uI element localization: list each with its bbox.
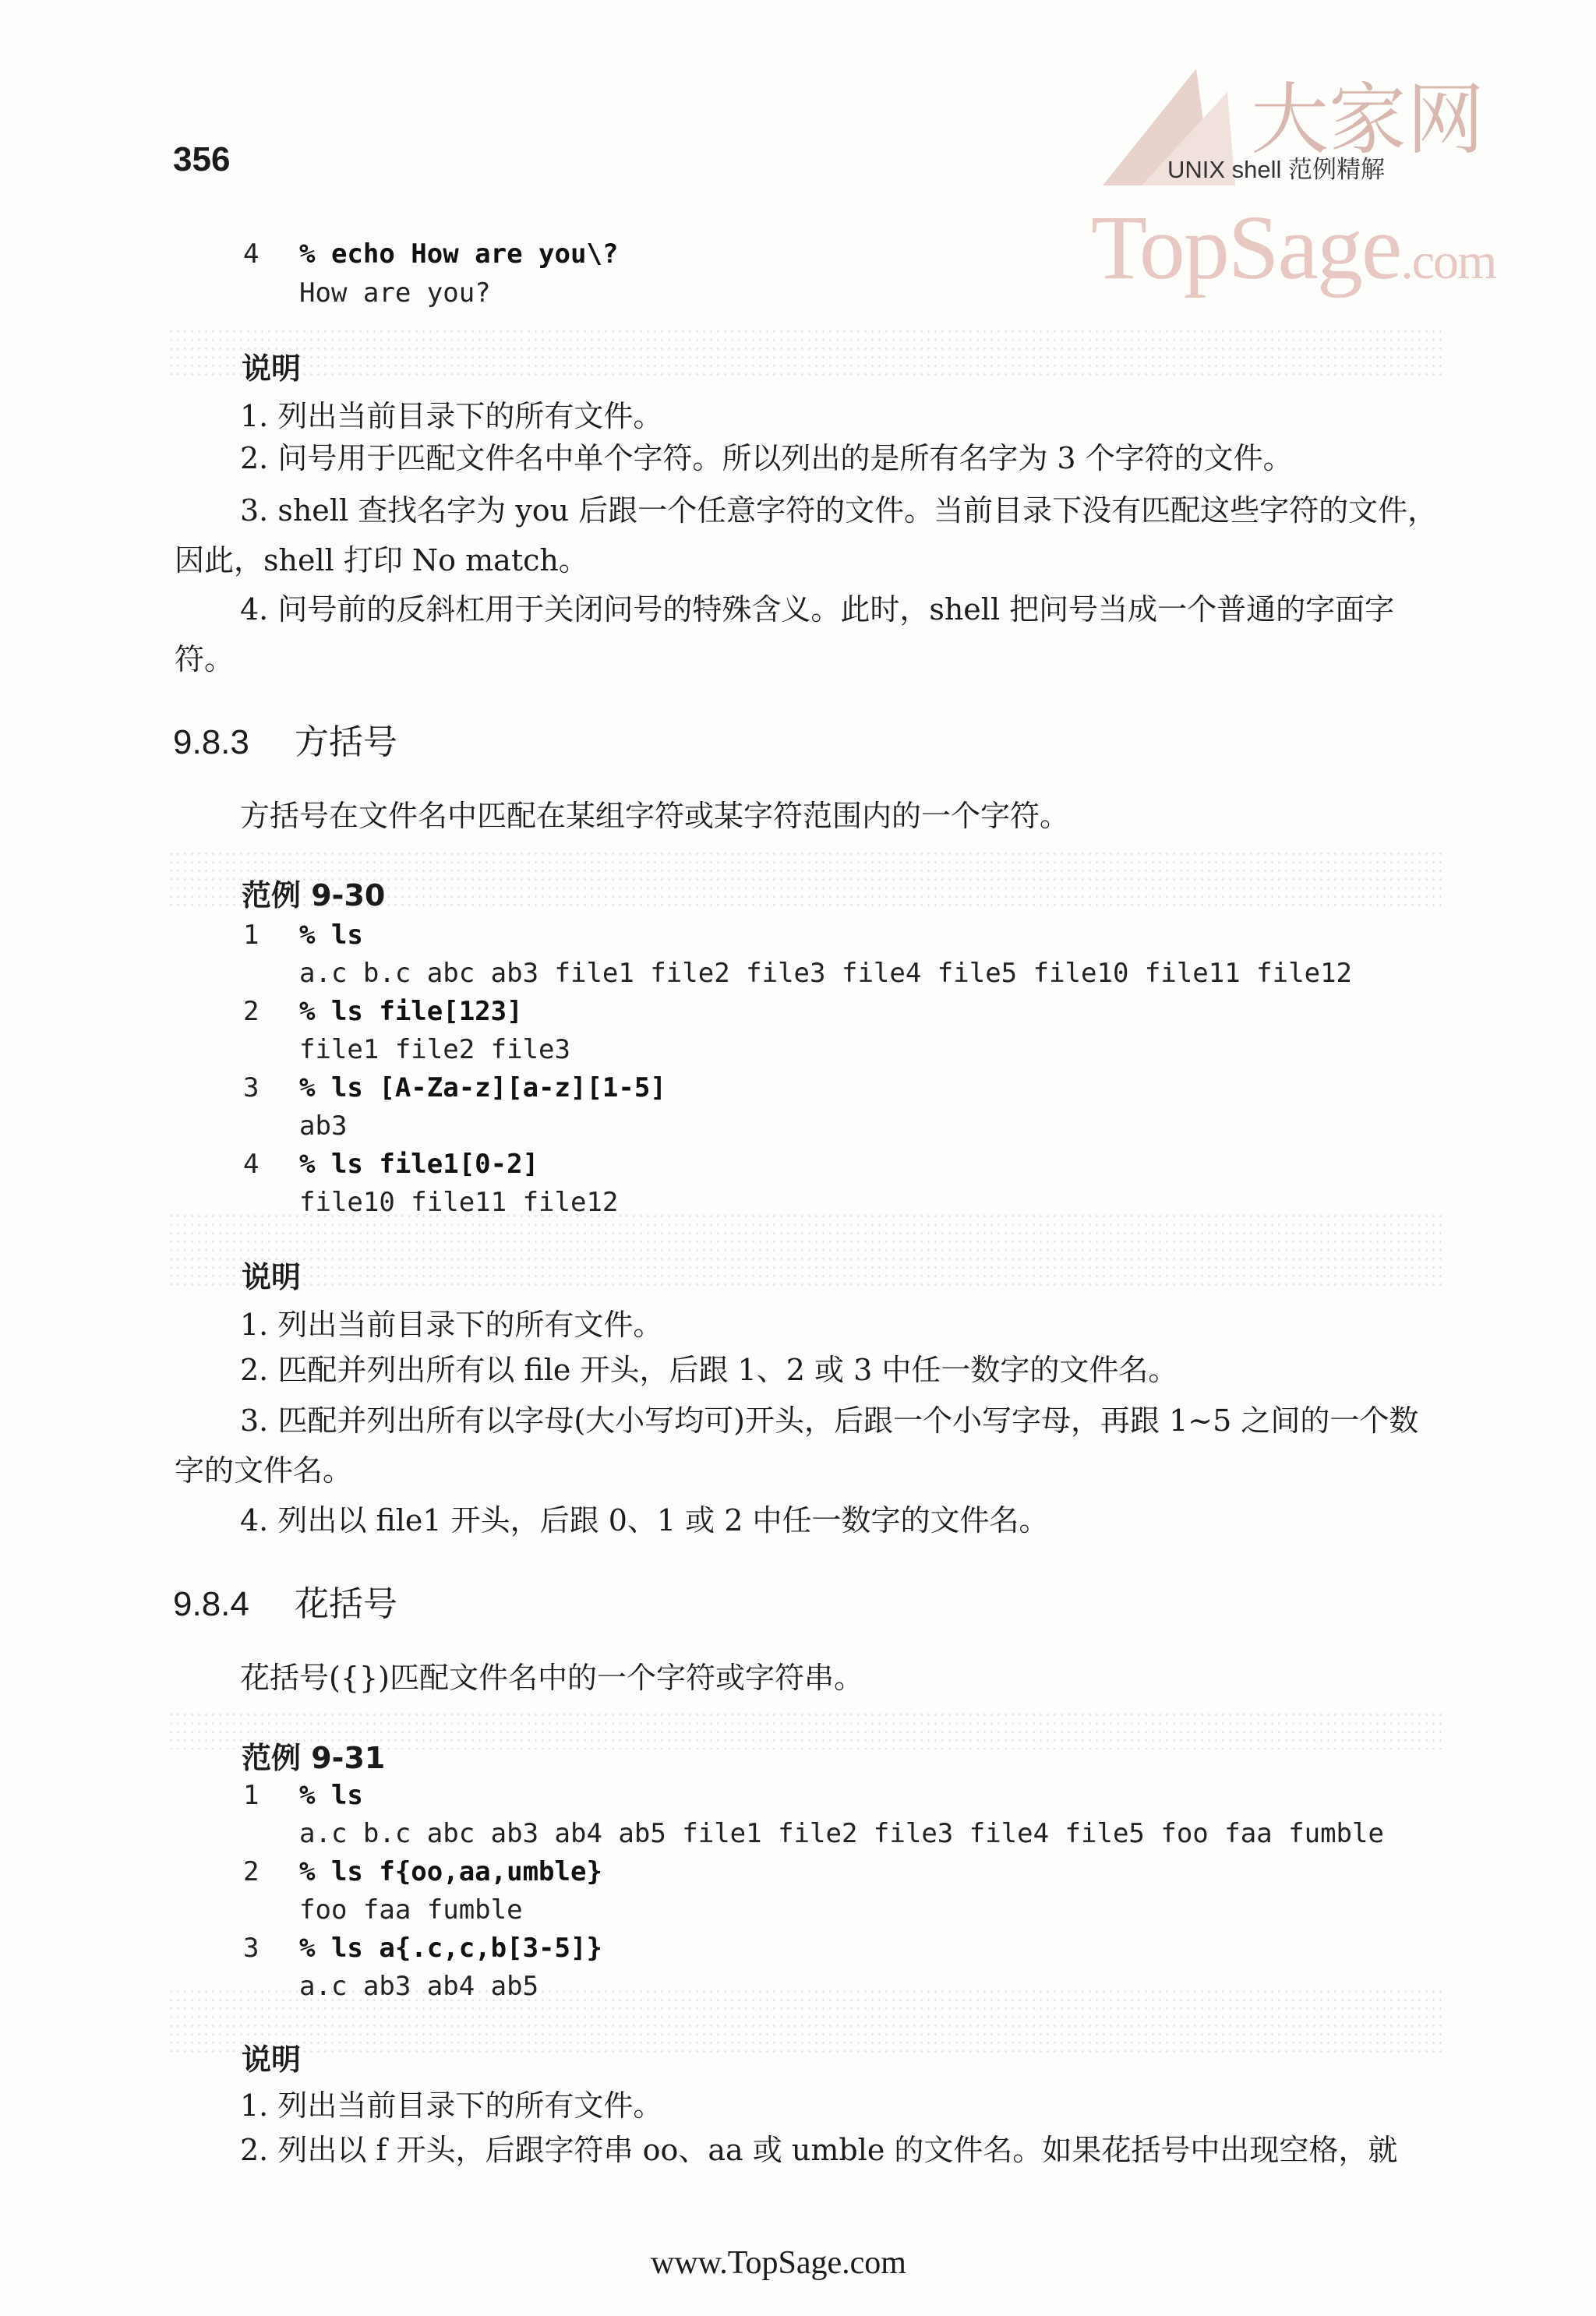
note-item: 4. 问号前的反斜杠用于关闭问号的特殊含义。此时，shell 把问号当成一个普通的字面字符。 — [175, 592, 1395, 676]
section-number: 9.8.3 — [173, 723, 249, 761]
note-item: 2. 列出以 f 开头，后跟字符串 oo、aa 或 umble 的文件名。如果花括号中出现空格，就 — [240, 2133, 1398, 2167]
note-item: 1. 列出当前目录下的所有文件。 — [240, 1308, 663, 1342]
command-output: a.c b.c abc ab3 file1 file2 file3 file4 file5 file10 file11 file12 — [299, 958, 1353, 989]
scan-noise — [168, 327, 1446, 382]
command-line: % ls file[123] — [299, 996, 523, 1027]
watermark-main: TopSage — [1091, 196, 1401, 298]
notes-label: 说明 — [242, 2042, 302, 2077]
command-output: foo faa fumble — [299, 1894, 523, 1926]
section-title: 花括号 — [295, 1585, 397, 1623]
command-line: % ls [A-Za-z][a-z][1-5] — [299, 1072, 666, 1103]
example-title: 范例 9-30 — [242, 878, 386, 913]
command-line: % echo How are you\? — [299, 238, 619, 270]
scan-noise — [168, 1212, 1446, 1290]
note-item: 3. shell 查找名字为 you 后跟一个任意字符的文件。当前目录下没有匹配这些字符的文件，因此，shell 打印 No match。 — [175, 493, 1438, 577]
note-item: 2. 问号用于匹配文件名中单个字符。所以列出的是所有名字为 3 个字符的文件。 — [240, 441, 1293, 475]
note-item: 1. 列出当前目录下的所有文件。 — [240, 399, 663, 433]
line-number: 1 — [243, 1780, 260, 1811]
command-output: ab3 — [299, 1110, 348, 1142]
command-output: How are you? — [299, 277, 491, 309]
note-item: 4. 列出以 file1 开头，后跟 0、1 或 2 中任一数字的文件名。 — [240, 1503, 1049, 1538]
watermark-suffix: .com — [1400, 233, 1496, 290]
section-title: 方括号 — [295, 723, 397, 761]
logo-text: 大家网 — [1251, 74, 1485, 165]
command-output: a.c ab3 ab4 ab5 — [299, 1971, 539, 2002]
page-number: 356 — [173, 140, 231, 178]
command-output: file10 file11 file12 — [299, 1187, 619, 1218]
notes-label: 说明 — [242, 1260, 302, 1294]
line-number: 2 — [243, 996, 260, 1027]
line-number: 3 — [243, 1933, 260, 1964]
notes-label: 说明 — [242, 351, 302, 386]
command-line: % ls file1[0-2] — [299, 1149, 539, 1180]
example-title: 范例 9-31 — [242, 1741, 386, 1775]
line-number: 2 — [243, 1856, 260, 1887]
line-number: 3 — [243, 1072, 260, 1103]
running-head: UNIX shell 范例精解 — [1167, 156, 1386, 183]
section-intro: 方括号在文件名中匹配在某组字符或某字符范围内的一个字符。 — [240, 799, 1070, 833]
line-number: 4 — [243, 238, 260, 270]
line-number: 4 — [243, 1149, 260, 1180]
command-line: % ls a{.c,c,b[3-5]} — [299, 1933, 602, 1964]
section-number: 9.8.4 — [173, 1585, 249, 1623]
note-item: 2. 匹配并列出所有以 file 开头，后跟 1、2 或 3 中任一数字的文件名。 — [240, 1353, 1178, 1387]
command-line: % ls — [299, 920, 363, 951]
command-line: % ls f{oo,aa,umble} — [299, 1856, 602, 1887]
section-intro: 花括号({})匹配文件名中的一个字符或字符串。 — [240, 1661, 864, 1695]
command-output: a.c b.c abc ab3 ab4 ab5 file1 file2 file3 file4 file5 foo faa fumble — [299, 1818, 1384, 1849]
watermark — [1091, 195, 1495, 301]
section-heading — [173, 1576, 397, 1626]
section-heading — [173, 714, 397, 764]
note-item: 1. 列出当前目录下的所有文件。 — [240, 2088, 663, 2123]
note-item: 3. 匹配并列出所有以字母(大小写均可)开头，后跟一个小写字母，再跟 1~5 之间的一个数字的文件名。 — [175, 1403, 1419, 1488]
footer-url: www.TopSage.com — [651, 2245, 906, 2281]
command-line: % ls — [299, 1780, 363, 1811]
command-output: file1 file2 file3 — [299, 1034, 570, 1065]
line-number: 1 — [243, 920, 260, 951]
